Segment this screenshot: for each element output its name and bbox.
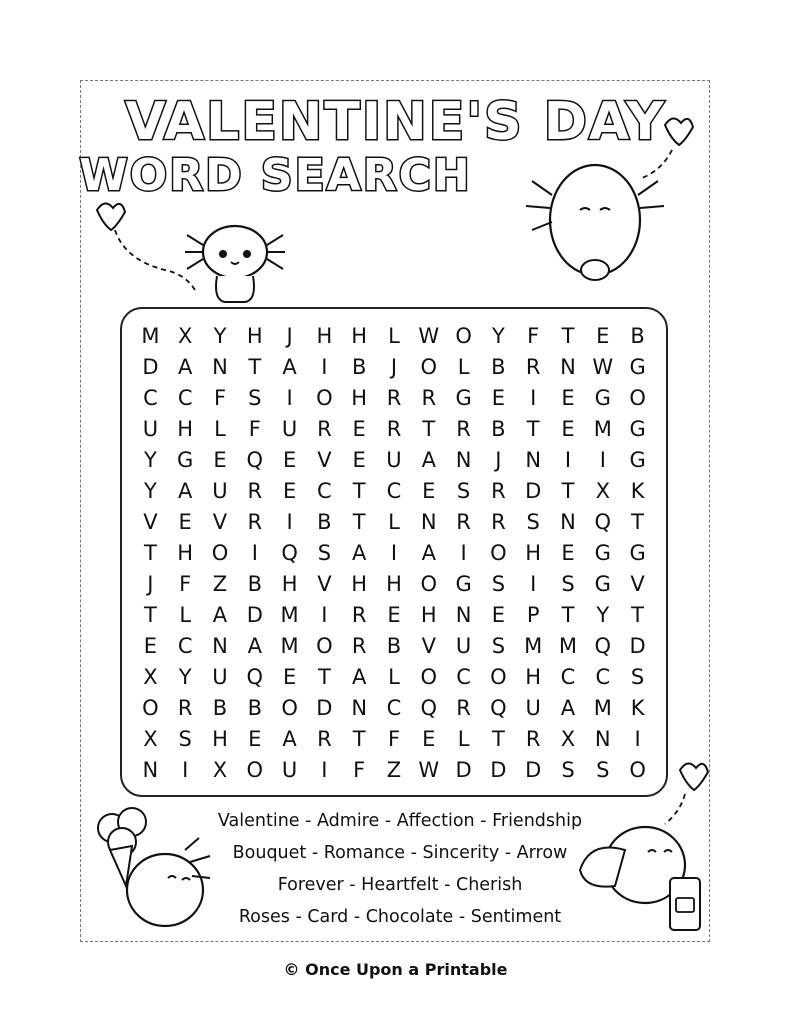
grid-letter: R [351,602,367,627]
grid-letter: R [247,478,263,503]
copyright-credit: © Once Upon a Printable [283,960,508,979]
grid-letter: T [317,664,331,689]
grid-letter: H [177,540,194,565]
grid-letter: Q [594,633,612,658]
grid-letter: D [525,757,542,782]
grid-letter: I [390,540,398,565]
grid-letter: E [596,323,610,348]
grid-letter: W [418,323,440,348]
page-subtitle: WORD SEARCH [79,150,472,201]
grid-letter: L [388,664,400,689]
grid-letter: G [594,571,611,596]
grid-letter: S [596,757,610,782]
grid-letter: R [386,385,402,410]
grid-letter: O [629,385,646,410]
grid-letter: E [178,509,192,534]
grid-letter: H [525,664,542,689]
grid-letter: N [351,695,368,720]
grid-letter: V [630,571,645,596]
grid-letter: C [177,385,193,410]
grid-letter: I [634,726,641,751]
word-search-grid [133,320,655,785]
grid-letter: N [525,447,542,472]
grid-letter: Y [491,323,505,348]
grid-letter: E [561,540,575,565]
grid-letter: I [321,757,328,782]
grid-letter: T [631,602,644,627]
grid-letter: C [386,695,402,720]
grid-letter: U [142,416,159,441]
grid-letter: A [560,695,576,720]
grid-letter: L [457,354,470,379]
grid-letter: U [455,633,472,658]
grid-letter: T [143,540,157,565]
word-list-line: Forever - Heartfelt - Cherish [277,875,523,895]
grid-letter: W [418,757,440,782]
grid-letter: C [456,664,471,689]
grid-letter: O [490,540,507,565]
grid-letter: R [421,385,437,410]
grid-letter: R [491,478,506,503]
grid-letter: H [386,571,402,596]
grid-letter: F [353,757,366,782]
grid-letter: R [351,633,367,658]
page-title: VALENTINE'S DAY [125,92,666,152]
grid-letter: C [177,633,193,658]
grid-letter: E [282,478,297,503]
grid-letter: F [248,416,261,441]
grid-letter: E [282,664,297,689]
grid-letter: N [142,757,159,782]
grid-letter: T [248,354,262,379]
grid-letter: I [530,385,537,410]
grid-letter: E [248,726,262,751]
grid-letter: C [317,478,332,503]
grid-letter: M [593,695,612,720]
grid-letter: C [595,664,611,689]
grid-letter: H [351,323,368,348]
grid-letter: L [388,323,400,348]
grid-letter: H [281,571,298,596]
grid-letter: N [455,602,472,627]
grid-letter: E [491,385,506,410]
grid-letter: R [386,416,402,441]
grid-letter: M [141,323,160,348]
grid-letter: B [386,633,402,658]
grid-letter: D [525,478,542,503]
grid-letter: A [178,478,193,503]
grid-letter: X [143,664,158,689]
grid-letter: I [286,385,293,410]
grid-letter: Y [596,602,610,627]
grid-letter: L [388,509,400,534]
grid-letter: I [182,757,189,782]
grid-letter: V [317,571,332,596]
grid-letter: K [630,695,645,720]
grid-letter: N [212,354,228,379]
grid-letter: S [526,509,540,534]
grid-letter: Q [246,664,264,689]
word-list-line: Bouquet - Romance - Sincerity - Arrow [232,843,568,863]
grid-letter: A [352,540,367,565]
grid-letter: G [455,571,472,596]
grid-letter: N [212,633,228,658]
grid-letter: M [280,633,299,658]
grid-letter: R [177,695,193,720]
grid-letter: C [386,478,402,503]
grid-letter: N [594,726,611,751]
grid-letter: H [351,385,368,410]
grid-letter: T [422,416,436,441]
grid-letter: V [317,447,332,472]
axolotl-taco-icon [570,760,710,935]
grid-letter: Q [594,509,612,534]
word-list-line: Valentine - Admire - Affection - Friendship [217,811,583,831]
grid-letter: R [456,509,471,534]
grid-letter: J [390,354,398,379]
grid-letter: L [179,602,192,627]
grid-letter: A [282,726,297,751]
grid-letter: C [143,385,158,410]
grid-letter: O [246,757,264,782]
grid-letter: Q [490,695,507,720]
grid-letter: O [455,323,472,348]
grid-letter: Q [420,695,438,720]
axolotl-top-left-icon [85,190,315,310]
grid-letter: V [212,509,228,534]
grid-letter: K [630,478,645,503]
grid-letter: D [246,602,263,627]
grid-letter: S [456,478,471,503]
grid-letter: F [179,571,192,596]
grid-letter: A [282,354,297,379]
grid-letter: G [629,354,646,379]
grid-letter: O [316,385,333,410]
grid-letter: X [560,726,576,751]
grid-letter: Y [178,664,192,689]
grid-letter: R [247,509,263,534]
grid-letter: N [420,509,437,534]
grid-letter: S [561,571,575,596]
grid-letter: D [490,757,507,782]
grid-letter: E [352,416,366,441]
grid-letter: I [321,602,328,627]
grid-letter: B [247,571,262,596]
grid-letter: U [281,757,298,782]
grid-letter: E [387,602,401,627]
grid-letter: A [247,633,262,658]
grid-letter: I [460,540,467,565]
grid-letter: S [561,757,575,782]
grid-letter: F [213,385,227,410]
grid-letter: O [142,695,159,720]
grid-letter: B [351,354,367,379]
grid-letter: Z [386,757,402,782]
grid-letter: S [317,540,332,565]
grid-letter: J [286,323,293,348]
grid-letter: X [143,726,158,751]
grid-letter: T [561,323,575,348]
grid-letter: T [561,478,575,503]
axolotl-top-right-icon [500,100,710,300]
grid-letter: S [630,664,645,689]
grid-letter: B [247,695,262,720]
grid-letter: F [527,323,540,348]
grid-letter: H [525,540,542,565]
grid-letter: T [352,726,366,751]
grid-letter: E [282,447,297,472]
grid-letter: I [599,447,606,472]
grid-letter: E [422,478,436,503]
grid-letter: W [592,354,614,379]
grid-letter: X [212,757,228,782]
grid-letter: D [629,633,646,658]
grid-letter: P [526,602,540,627]
grid-letter: O [420,354,438,379]
grid-letter: E [352,447,366,472]
grid-letter: E [143,633,158,658]
grid-letter: H [177,416,194,441]
grid-letter: V [421,633,436,658]
grid-letter: G [594,540,611,565]
grid-letter: I [530,571,537,596]
grid-letter: Y [143,447,157,472]
grid-letter: J [495,447,502,472]
grid-letter: J [147,571,154,596]
grid-letter: U [212,664,228,689]
grid-letter: Y [213,323,227,348]
grid-letter: B [212,695,228,720]
grid-letter: N [560,354,576,379]
grid-letter: N [560,509,576,534]
grid-letter: X [178,323,193,348]
grid-letter: A [421,447,436,472]
grid-letter: U [281,416,298,441]
grid-letter: E [422,726,436,751]
grid-letter: I [564,447,572,472]
grid-letter: B [630,323,645,348]
grid-letter: R [456,416,471,441]
grid-letter: E [213,447,227,472]
grid-letter: S [491,571,506,596]
grid-letter: L [214,416,226,441]
grid-letter: O [281,695,298,720]
grid-letter: H [351,571,368,596]
grid-letter: R [317,726,332,751]
grid-letter: S [491,633,506,658]
grid-letter: R [317,416,332,441]
grid-letter: C [560,664,576,689]
grid-letter: M [524,633,543,658]
grid-letter: M [593,416,612,441]
grid-letter: I [321,354,328,379]
grid-letter: O [420,571,438,596]
grid-letter: B [491,416,506,441]
grid-letter: Z [212,571,228,596]
grid-letter: Y [143,478,157,503]
grid-letter: H [246,323,263,348]
grid-letter: L [457,726,470,751]
grid-letter: D [316,695,333,720]
grid-letter: G [177,447,194,472]
grid-letter: O [629,757,646,782]
grid-letter: I [286,509,293,534]
grid-letter: S [178,726,192,751]
grid-letter: M [280,602,299,627]
grid-letter: T [631,509,644,534]
grid-letter: O [420,664,438,689]
grid-letter: I [251,540,258,565]
grid-letter: D [142,354,159,379]
grid-letter: F [387,726,401,751]
grid-letter: G [629,447,646,472]
grid-letter: U [525,695,541,720]
grid-letter: R [491,509,506,534]
word-list-line: Roses - Card - Chocolate - Sentiment [238,907,562,927]
grid-letter: D [455,757,472,782]
grid-letter: S [248,385,262,410]
grid-letter: V [143,509,158,534]
grid-letter: T [143,602,157,627]
grid-letter: N [455,447,472,472]
grid-letter: H [420,602,437,627]
grid-letter: A [212,602,228,627]
grid-letter: U [212,478,228,503]
grid-letter: Q [281,540,298,565]
grid-letter: O [211,540,229,565]
grid-letter: A [178,354,193,379]
grid-letter: A [352,664,367,689]
grid-letter: H [316,323,333,348]
grid-letter: R [525,354,541,379]
grid-letter: T [352,478,366,503]
grid-letter: G [455,385,472,410]
grid-letter: A [421,540,436,565]
grid-letter: O [316,633,333,658]
grid-letter: B [317,509,332,534]
grid-letter: M [558,633,578,658]
grid-letter: T [561,602,575,627]
grid-letter: G [594,385,611,410]
grid-letter: E [561,416,575,441]
grid-letter: G [629,416,646,441]
grid-letter: E [561,385,575,410]
grid-letter: U [386,447,402,472]
grid-letter: T [352,509,366,534]
grid-letter: T [526,416,540,441]
axolotl-ice-cream-icon [90,800,220,935]
grid-letter: E [491,602,506,627]
grid-letter: B [491,354,506,379]
grid-letter: Q [246,447,264,472]
grid-letter: T [491,726,505,751]
grid-letter: G [629,540,646,565]
grid-letter: X [595,478,610,503]
grid-letter: R [525,726,541,751]
grid-letter: O [490,664,507,689]
grid-letter: H [212,726,228,751]
grid-letter: R [456,695,471,720]
